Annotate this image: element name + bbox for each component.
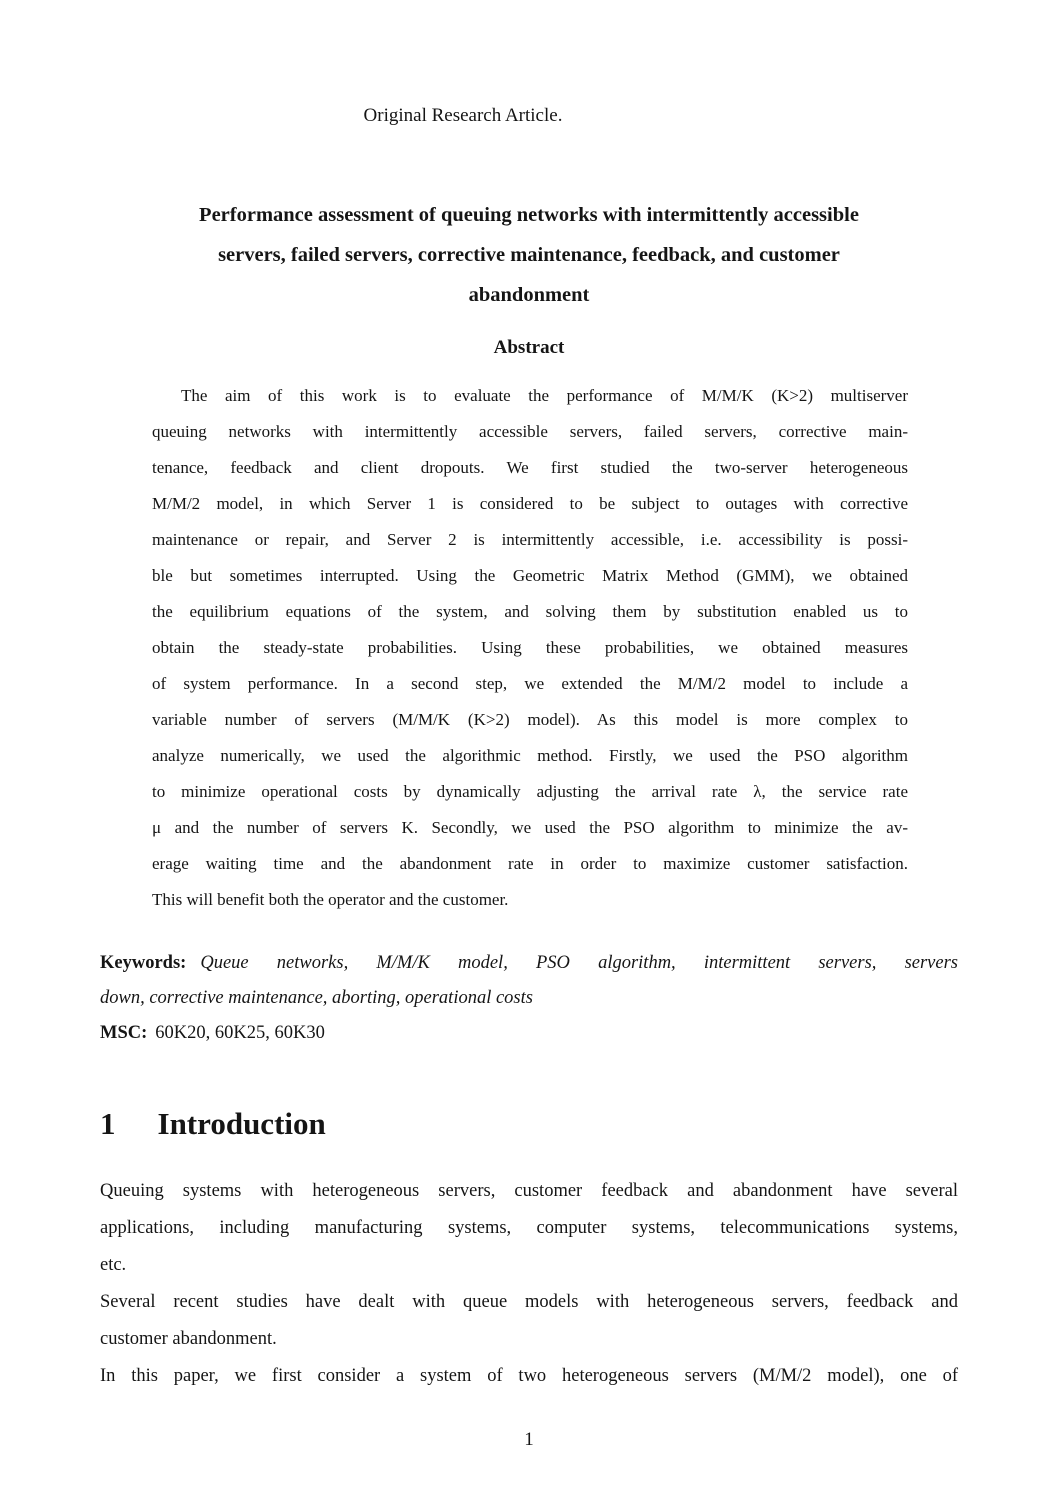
abstract-line: of system performance. In a second step, we extended the M/M/2 model to include a — [152, 674, 908, 693]
keywords-text: Queue networks, M/M/K model, PSO algorithm, intermittent servers, servers — [200, 953, 958, 973]
section-heading-introduction — [100, 1104, 958, 1144]
abstract-line: maintenance or repair, and Server 2 is intermittently accessible, i.e. accessibility is possi- — [152, 530, 908, 549]
abstract-line: This will benefit both the operator and the customer. — [152, 890, 509, 909]
intro-line: Queuing systems with heterogeneous servers, customer feedback and abandonment have several — [100, 1181, 958, 1201]
abstract-line: variable number of servers (M/M/K (K>2) model). As this model is more complex to — [152, 710, 908, 729]
paper-title-line: servers, failed servers, corrective maintenance, feedback, and customer — [218, 244, 840, 266]
intro-line: In this paper, we first consider a system of two heterogeneous servers (M/M/2 model), one of — [100, 1366, 958, 1386]
msc-line — [100, 1016, 958, 1051]
intro-line: Several recent studies have dealt with queue models with heterogeneous servers, feedback and — [100, 1292, 958, 1312]
keywords-text: down, corrective maintenance, aborting, operational costs — [100, 988, 533, 1008]
abstract-line: erage waiting time and the abandonment rate in order to maximize customer satisfaction. — [152, 854, 908, 873]
abstract-line: analyze numerically, we used the algorithmic method. Firstly, we used the PSO algorithm — [152, 746, 908, 765]
intro-line: applications, including manufacturing systems, computer systems, telecommunications systems, — [100, 1218, 958, 1238]
section-number: 1 — [100, 1106, 116, 1141]
abstract-line: tenance, feedback and client dropouts. We first studied the two-server heterogeneous — [152, 458, 908, 477]
article-type-label: Original Research Article. — [363, 105, 563, 126]
abstract-line: queuing networks with intermittently accessible servers, failed servers, corrective main- — [152, 422, 908, 441]
keywords-label: Keywords: — [100, 953, 187, 973]
section-title: Introduction — [157, 1106, 326, 1141]
msc-value: 60K20, 60K25, 60K30 — [155, 1023, 325, 1043]
paper-title — [100, 195, 958, 315]
abstract-line: obtain the steady-state probabilities. Using these probabilities, we obtained measures — [152, 638, 908, 657]
abstract-line: M/M/2 model, in which Server 1 is considered to be subject to outages with corrective — [152, 494, 908, 513]
abstract-line: The aim of this work is to evaluate the performance of M/M/K (K>2) multiserver — [181, 386, 908, 405]
paper-title-line: abandonment — [468, 284, 590, 306]
keywords-msc-block — [100, 946, 958, 1051]
abstract-line: μ and the number of servers K. Secondly, we used the PSO algorithm to minimize the av- — [152, 818, 908, 837]
abstract-line: ble but sometimes interrupted. Using the Geometric Matrix Method (GMM), we obtained — [152, 566, 908, 585]
introduction-paragraphs — [100, 1173, 958, 1395]
keywords-line — [100, 946, 958, 981]
abstract-line: the equilibrium equations of the system, and solving them by substitution enabled us to — [152, 602, 908, 621]
intro-line: etc. — [100, 1255, 127, 1275]
msc-label: MSC: — [100, 1023, 148, 1043]
keywords-line — [100, 981, 958, 1016]
paper-title-line: Performance assessment of queuing networks with intermittently accessible — [199, 204, 859, 226]
intro-line: customer abandonment. — [100, 1329, 277, 1349]
page-number: 1 — [524, 1429, 534, 1450]
abstract-paragraph — [100, 378, 958, 918]
abstract-heading: Abstract — [493, 337, 565, 358]
abstract-line: to minimize operational costs by dynamically adjusting the arrival rate λ, the service rate — [152, 782, 908, 801]
